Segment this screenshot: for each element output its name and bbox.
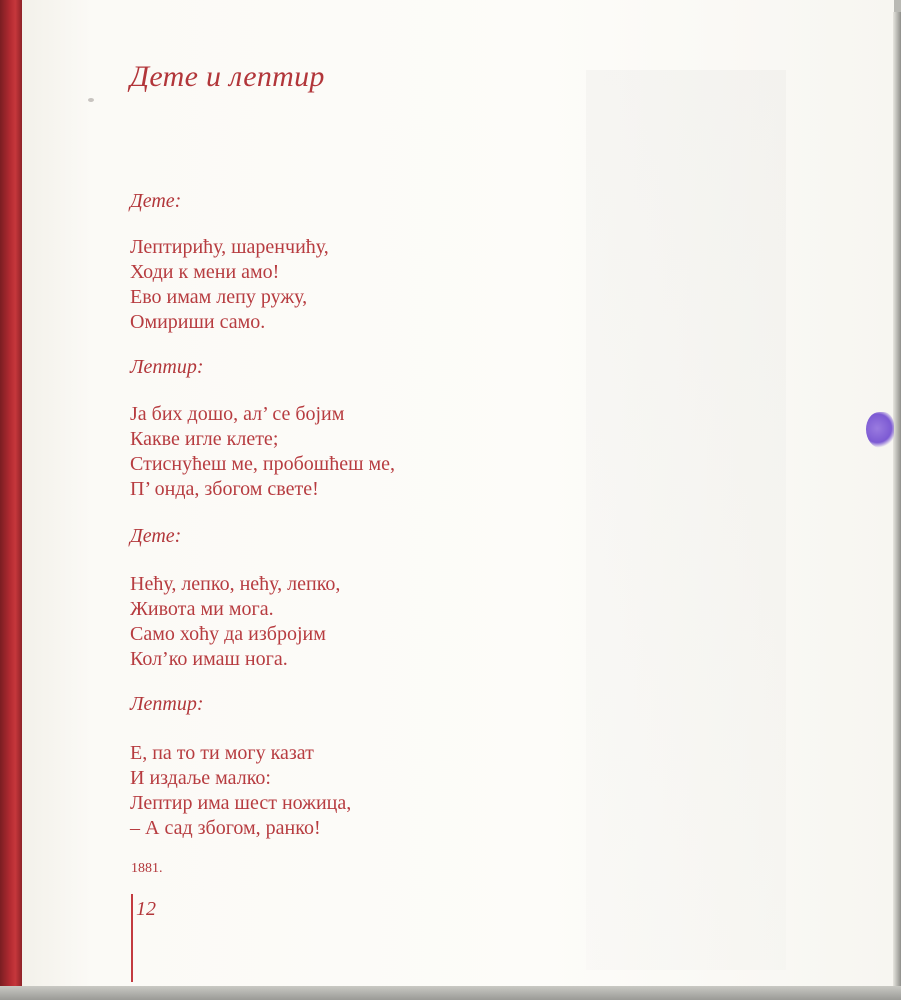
poem-line: Стиснућеш ме, пробошћеш ме,: [130, 453, 395, 475]
poem-line: Е, па то ти могу казат: [130, 742, 314, 764]
dust-speck: [88, 98, 94, 102]
poem-line: Живота ми мога.: [130, 598, 274, 620]
show-through-text: [586, 70, 786, 970]
stanza-4-lines: [130, 741, 351, 841]
ink-blot: [866, 412, 894, 448]
speaker-label: Дете:: [130, 525, 182, 547]
poem-line: – А сад збогом, ранко!: [130, 817, 321, 839]
poem-line: Какве игле клете;: [130, 428, 279, 450]
poem-line: Нећу, лепко, нећу, лепко,: [130, 573, 341, 595]
stanza-2: [130, 356, 204, 379]
stanza-1: [130, 190, 181, 213]
speaker-label: Лептир:: [130, 693, 204, 715]
page-number: 12: [136, 898, 156, 920]
poem-line: Ја бих дошо, ал’ се бојим: [130, 403, 345, 425]
poem-line: Кол’ко имаш нога.: [130, 648, 288, 670]
poem-line: Омириши само.: [130, 311, 266, 333]
poem-line: Ево имам лепу ружу,: [130, 286, 308, 308]
page-bottom-edge: [0, 986, 901, 1000]
poem-year: 1881.: [131, 861, 163, 876]
stanza-1-lines: [130, 235, 329, 335]
speaker-label: Дете:: [130, 190, 182, 212]
page-number-rule: [131, 894, 133, 982]
poem-line: И издаље малко:: [130, 767, 271, 789]
book-cover-edge: [0, 0, 22, 1000]
poem-line: Лептирићу, шаренчићу,: [130, 236, 329, 258]
poem-line: Ходи к мени амо!: [130, 261, 280, 283]
page-edge: [893, 12, 901, 1000]
stanza-4: [130, 693, 204, 716]
stanza-3-lines: [130, 572, 340, 672]
speaker-label: Лептир:: [130, 356, 204, 378]
poem-line: Лептир има шест ножица,: [130, 792, 352, 814]
poem-title: Дете и лептир: [130, 60, 325, 93]
poem-line: Само хоћу да избројим: [130, 623, 326, 645]
stanza-3: [130, 525, 181, 548]
poem-line: П’ онда, збогом свете!: [130, 478, 319, 500]
stanza-2-lines: [130, 402, 395, 502]
